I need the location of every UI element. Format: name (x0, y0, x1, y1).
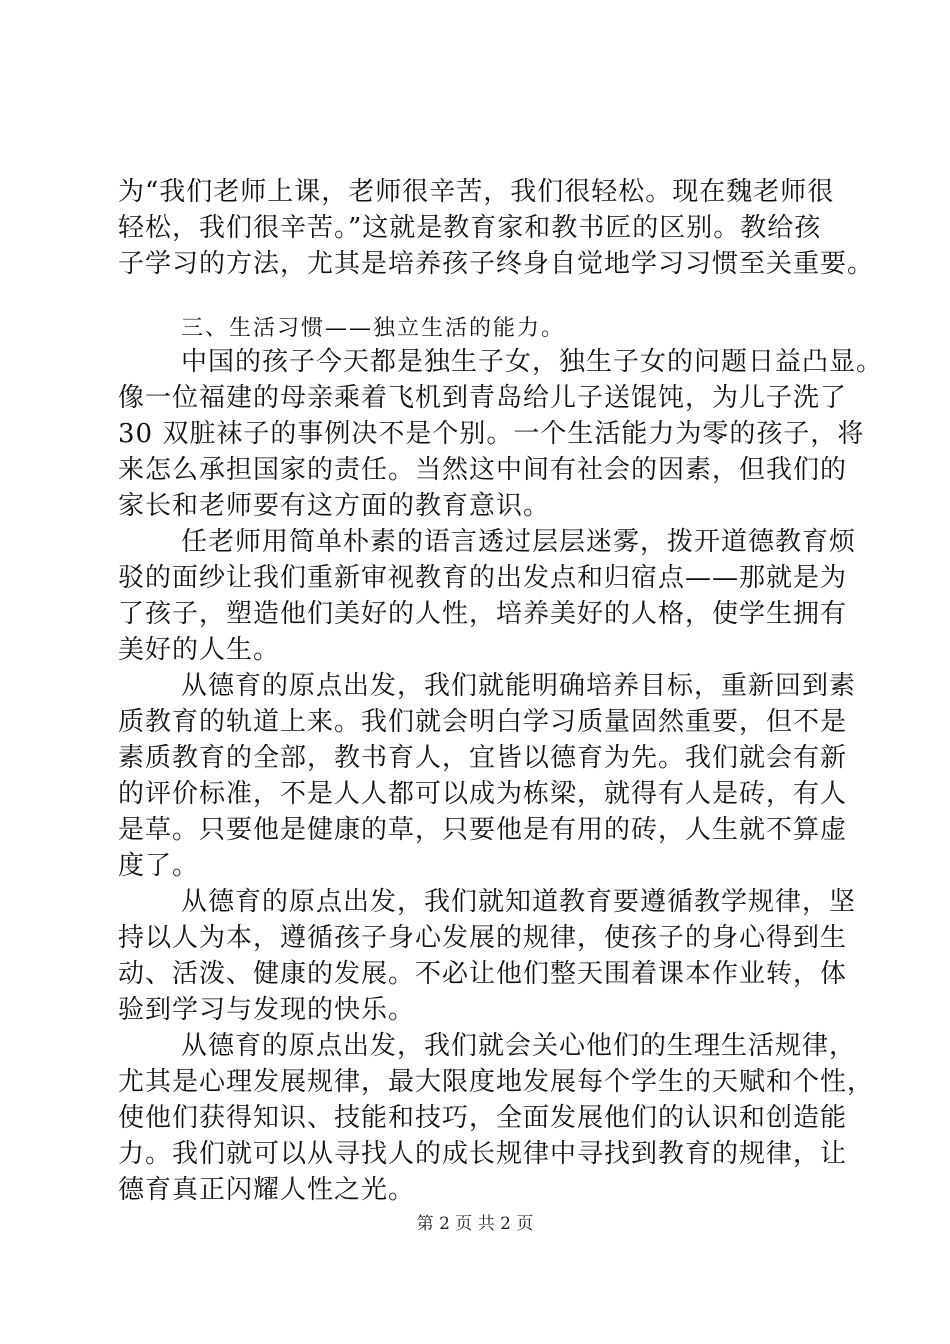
paragraph-only-child (118, 344, 884, 524)
text-line: 为“我们老师上课，老师很辛苦，我们很轻松。现在魏老师很 (118, 177, 835, 207)
text-line: 使他们获得知识、技能和技巧，全面发展他们的认识和创造能 (118, 1103, 848, 1133)
text-line: 美好的人生。 (118, 635, 281, 665)
section-heading: 三、生活习惯——独立生活的能力。 (181, 316, 566, 341)
text-line: 中国的孩子今天都是独生子女，独生子女的问题日益凸显。 (181, 347, 884, 377)
text-line: 尤其是心理发展规律，最大限度地发展每个学生的天赋和个性， (118, 1067, 875, 1097)
document-body (118, 174, 884, 1208)
text-line: 像一位福建的母亲乘着飞机到青岛给儿子送馄饨，为儿子洗了 (118, 383, 848, 413)
text-line: 30 双脏袜子的事例决不是个别。一个生活能力为零的孩子，将 (118, 419, 865, 449)
paragraph-growth-rules (118, 1028, 875, 1208)
text-line: 力。我们就可以从寻找人的成长规律中寻找到教育的规律，让 (118, 1139, 848, 1169)
text-line: 度了。 (118, 851, 200, 881)
text-line: 家长和老师要有这方面的教育意识。 (118, 491, 551, 521)
text-line: 从德育的原点出发，我们就知道教育要遵循教学规律，坚 (181, 887, 857, 917)
text-line: 的评价标准，不是人人都可以成为栋梁，就得有人是砖，有人 (118, 779, 848, 809)
text-line: 子学习的方法，尤其是培养孩子终身自觉地学习习惯至关重要。 (118, 249, 875, 279)
text-line: 素质教育的全部，教书育人，宜皆以德育为先。我们就会有新 (118, 743, 848, 773)
text-line: 从德育的原点出发，我们就会关心他们的生理生活规律， (181, 1031, 857, 1061)
paragraph-gap (118, 282, 853, 300)
text-line: 了孩子，塑造他们美好的人性，培养美好的人格，使学生拥有 (118, 599, 848, 629)
text-line: 质教育的轨道上来。我们就会明白学习质量固然重要，但不是 (118, 707, 848, 737)
paragraph-teaching-rules (118, 884, 857, 1028)
paragraph-goals (118, 668, 857, 884)
continued-paragraph (118, 174, 875, 282)
text-line: 验到学习与发现的快乐。 (118, 995, 416, 1025)
text-line: 动、活泼、健康的发展。不必让他们整天围着课本作业转，体 (118, 959, 848, 989)
text-line: 任老师用简单朴素的语言透过层层迷雾，拨开道德教育烦 (181, 527, 857, 557)
text-line: 持以人为本，遵循孩子身心发展的规律，使孩子的身心得到生 (118, 923, 848, 953)
text-line: 来怎么承担国家的责任。当然这中间有社会的因素，但我们的 (118, 455, 848, 485)
page-footer: 第 2 页 共 2 页 (416, 1214, 534, 1234)
text-line: 是草。只要他是健康的草，只要他是有用的砖，人生就不算虚 (118, 815, 848, 845)
text-line: 驳的面纱让我们重新审视教育的出发点和归宿点——那就是为 (118, 563, 848, 593)
text-line: 从德育的原点出发，我们就能明确培养目标，重新回到素 (181, 671, 857, 701)
text-line: 德育真正闪耀人性之光。 (118, 1175, 416, 1205)
text-line: 轻松，我们很辛苦。”这就是教育家和教书匠的区别。教给孩 (118, 213, 822, 243)
paragraph-teacher-ren (118, 524, 857, 668)
